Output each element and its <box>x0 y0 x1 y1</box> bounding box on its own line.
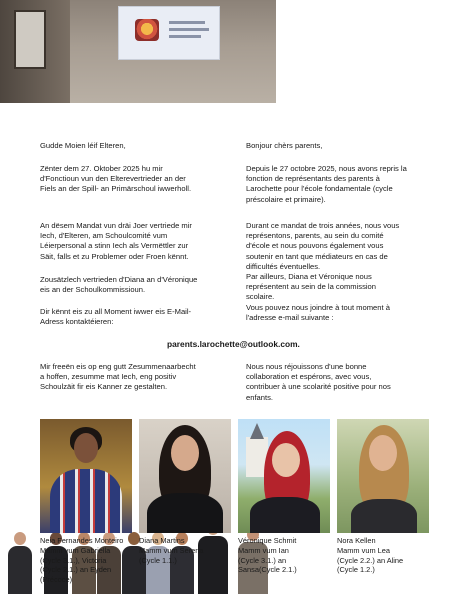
caption-neia <box>40 536 140 585</box>
closing-lux: Mir freeën eis op eng gutt Zesummenaarbecht a hoffen, zesumme mat Iech, eng positiv Schoulzäit fir eis Kanner ze gestalten. <box>40 362 196 392</box>
rep-detail: Mamm vum Serena (Cycle 1.1.) <box>139 545 204 565</box>
paragraph-lux-2: An dësem Mandat vun dräi Joer vertriede mir Iech, d'Elteren, am Schoulcomité vum Léierpersonal a stinn Iech als Vermëttler zur Säit, falls et zu Problemer oder Froen kënnt. <box>40 221 192 261</box>
rep-detail: Mamm vum Gabriella (Cycle 3.1.), Victoria (Cycle 2.1.) an Eyden (Précoce) <box>40 545 112 585</box>
group-photo <box>0 0 276 103</box>
portrait-neia <box>40 419 132 533</box>
rep-name: Nora Kellen <box>337 536 376 545</box>
projector-screen <box>118 6 220 60</box>
rep-name: Diana Martins <box>139 536 185 545</box>
email-link[interactable]: parents.larochette@outlook.com. <box>167 339 300 349</box>
caption-nora <box>337 536 432 575</box>
greeting-lux: Gudde Moien léif Elteren, <box>40 141 126 150</box>
paragraph-lux-4: Dir kënnt eis zu all Moment iwwer eis E-Mail- Adress kontaktéieren: <box>40 307 192 327</box>
closing-fr: Nous nous réjouissons d'une bonne collaboration et espérons, avec vous, contribuer à une scolarité positive pour nos enfants. <box>246 362 391 402</box>
greeting-fr: Bonjour chèrs parents, <box>246 141 323 150</box>
portrait-veronique <box>238 419 330 533</box>
rep-name: Véronique Schmit <box>238 536 297 545</box>
rep-name: Neia Fernandes Monteiro <box>40 536 124 545</box>
paragraph-fr-1: Depuis le 27 octobre 2025, nous avons repris la fonction de représentants des parents à Larochette pour l'école fondamentale (cycle préscolaire et primaire). <box>246 164 407 204</box>
paragraph-fr-2: Durant ce mandat de trois années, nous vous représentons, parents, au sein du comité d'école et nous pouvons également vous soutenir en tant que médiateurs en cas de difficultés éventuelles. Par ailleurs, Diana et Véronique nous représentent au sein de la commission scolaire. Vous pouvez nous joindre à tout moment à l'adresse e-mail suivante : <box>246 221 400 322</box>
rep-detail: Mamm vum Lea (Cycle 2.2.) an Aline (Cycle 1.2.) <box>337 545 404 575</box>
rep-detail: Mamm vum Ian (Cycle 3.1.) an Sansa(Cycle 2.1.) <box>238 545 297 575</box>
portrait-diana <box>139 419 231 533</box>
caption-diana <box>139 536 234 565</box>
school-logo-icon <box>135 19 159 41</box>
caption-veronique <box>238 536 333 575</box>
paragraph-lux-3: Zousätzlech vertrieden d'Diana an d'Véronique eis an der Schoulkommissioun. <box>40 275 198 295</box>
paragraph-lux-1: Zënter dem 27. Oktober 2025 hu mir d'Fonctioun vun den Elterevertrieder an der Fiels an der Spill- an Primärschoul iwwerholl. <box>40 164 192 194</box>
portrait-nora <box>337 419 429 533</box>
